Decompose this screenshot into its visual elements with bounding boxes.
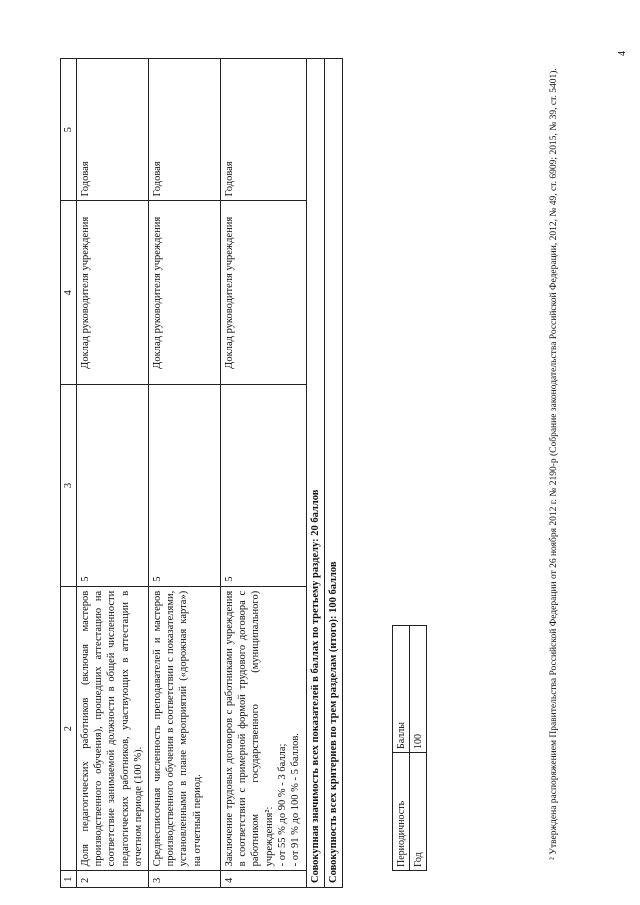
grand-total: Совокупность всех критериев по трем разделам (итого): 100 баллов — [325, 59, 343, 888]
indicator-bullet: - от 91 % до 100 % - 5 баллов. — [289, 733, 301, 867]
table-row — [149, 59, 221, 888]
header-cell: 5 — [61, 59, 77, 201]
score-cell: 5 — [77, 385, 149, 587]
periodicity-header-row — [393, 626, 410, 871]
criteria-table — [60, 58, 343, 888]
header-cell: 1 — [61, 871, 77, 888]
periodicity-header: Периодичность — [393, 753, 410, 871]
period-cell: Годовая — [221, 59, 307, 201]
table-row — [221, 59, 307, 888]
header-cell: 3 — [61, 385, 77, 587]
row-number: 3 — [149, 871, 221, 888]
header-cell: 2 — [61, 586, 77, 871]
indicator-bullet: - от 55 % до 90 % - 3 балла; — [276, 743, 288, 867]
table-header-row — [61, 59, 77, 888]
indicator-text: Доля педагогических работников (включая мастеров производственного обучения), прошедших аттестацию на соответствие занимаемой должности в общей численности педагогических работников, участвующих в аттестации в отчетном периоде (100 %). — [77, 586, 149, 871]
periodicity-block — [392, 316, 532, 871]
indicator-text: Заключение трудовых договоров с работниками учреждения в соответствии с примерной формой трудового договора с работником государственного (муниципального) учреждения²: — [224, 590, 275, 867]
source-cell: Доклад руководителя учреждения — [149, 201, 221, 385]
period-cell: Годовая — [149, 59, 221, 201]
section-total-row — [307, 59, 325, 888]
score-cell: 5 — [149, 385, 221, 587]
source-cell: Доклад руководителя учреждения — [77, 201, 149, 385]
source-cell: Доклад руководителя учреждения — [221, 201, 307, 385]
indicator-cell — [221, 586, 307, 871]
grand-total-row — [325, 59, 343, 888]
score-cell: 5 — [221, 385, 307, 587]
table-row — [77, 59, 149, 888]
section-total: Совокупная значимость всех показателей в баллах по третьему разделу: 20 баллов — [307, 59, 325, 888]
scores-header: Баллы — [393, 626, 410, 753]
footnote: ² Утверждена распоряжением Правительства Российской Федерации от 26 ноября 2012 г. № 2190-р (Собрание законодательства Российской Федерации, 2012, № 49, ст. 6909; 2015, № 39, ст. 5401). — [549, 68, 559, 860]
period-cell: Годовая — [77, 59, 149, 201]
criteria-table-sheet — [60, 58, 360, 888]
period-label: Год — [410, 753, 427, 871]
period-score: 100 — [410, 626, 427, 753]
row-number: 4 — [221, 871, 307, 888]
periodicity-table — [392, 625, 427, 871]
row-number: 2 — [77, 871, 149, 888]
periodicity-row — [410, 626, 427, 871]
page-number: 4 — [617, 51, 628, 56]
indicator-text: Среднесписочная численность преподавателей и мастеров производственного обучения в соответствии с показателями, установленными в плане мероприятий («дорожная карта») на отчетный период. — [149, 586, 221, 871]
header-cell: 4 — [61, 201, 77, 385]
footnote-block — [548, 60, 588, 860]
